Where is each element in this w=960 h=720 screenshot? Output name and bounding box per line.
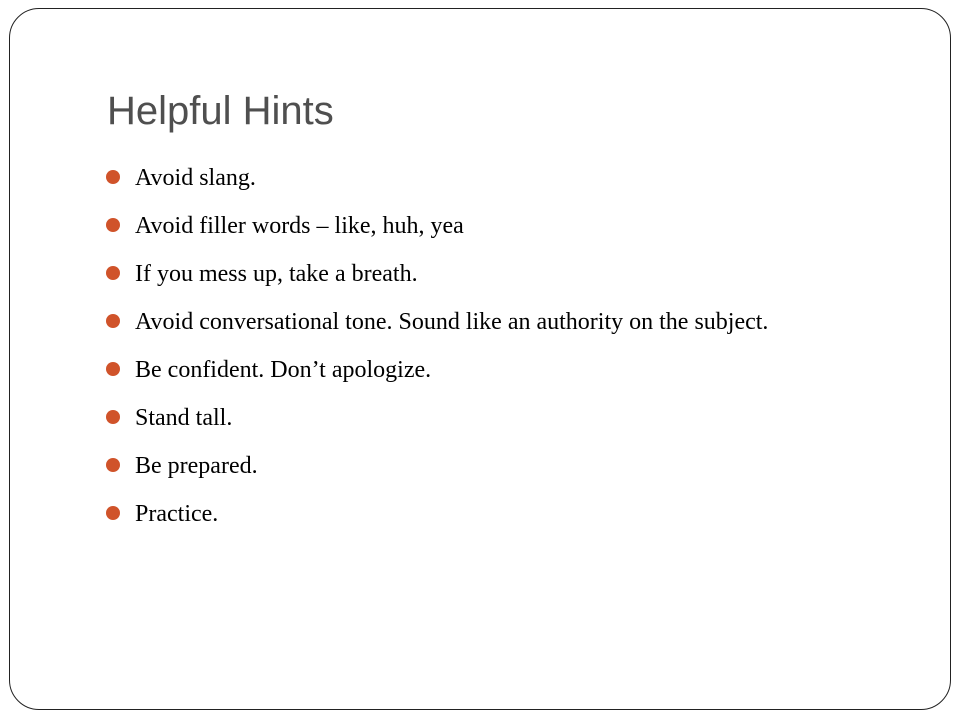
bullet-dot-icon bbox=[106, 410, 120, 424]
slide-title: Helpful Hints bbox=[107, 89, 334, 133]
bullet-text: Stand tall. bbox=[135, 405, 233, 431]
bullet-text: Practice. bbox=[135, 501, 219, 527]
bullet-list bbox=[106, 160, 896, 544]
bullet-item bbox=[106, 304, 896, 340]
bullet-item bbox=[106, 400, 896, 436]
bullet-dot-icon bbox=[106, 362, 120, 376]
bullet-text: Avoid slang. bbox=[135, 165, 256, 191]
bullet-text: Avoid conversational tone. Sound like an authority on the subject. bbox=[135, 309, 769, 335]
bullet-dot-icon bbox=[106, 458, 120, 472]
bullet-dot-icon bbox=[106, 314, 120, 328]
bullet-dot-icon bbox=[106, 170, 120, 184]
bullet-text: Be prepared. bbox=[135, 453, 258, 479]
bullet-text: If you mess up, take a breath. bbox=[135, 261, 418, 287]
bullet-text: Be confident. Don’t apologize. bbox=[135, 357, 432, 383]
bullet-item bbox=[106, 496, 896, 532]
bullet-dot-icon bbox=[106, 266, 120, 280]
bullet-dot-icon bbox=[106, 506, 120, 520]
bullet-item bbox=[106, 448, 896, 484]
bullet-item bbox=[106, 256, 896, 292]
bullet-item bbox=[106, 160, 896, 196]
bullet-dot-icon bbox=[106, 218, 120, 232]
bullet-item bbox=[106, 352, 896, 388]
bullet-text: Avoid filler words – like, huh, yea bbox=[135, 213, 464, 239]
bullet-item bbox=[106, 208, 896, 244]
